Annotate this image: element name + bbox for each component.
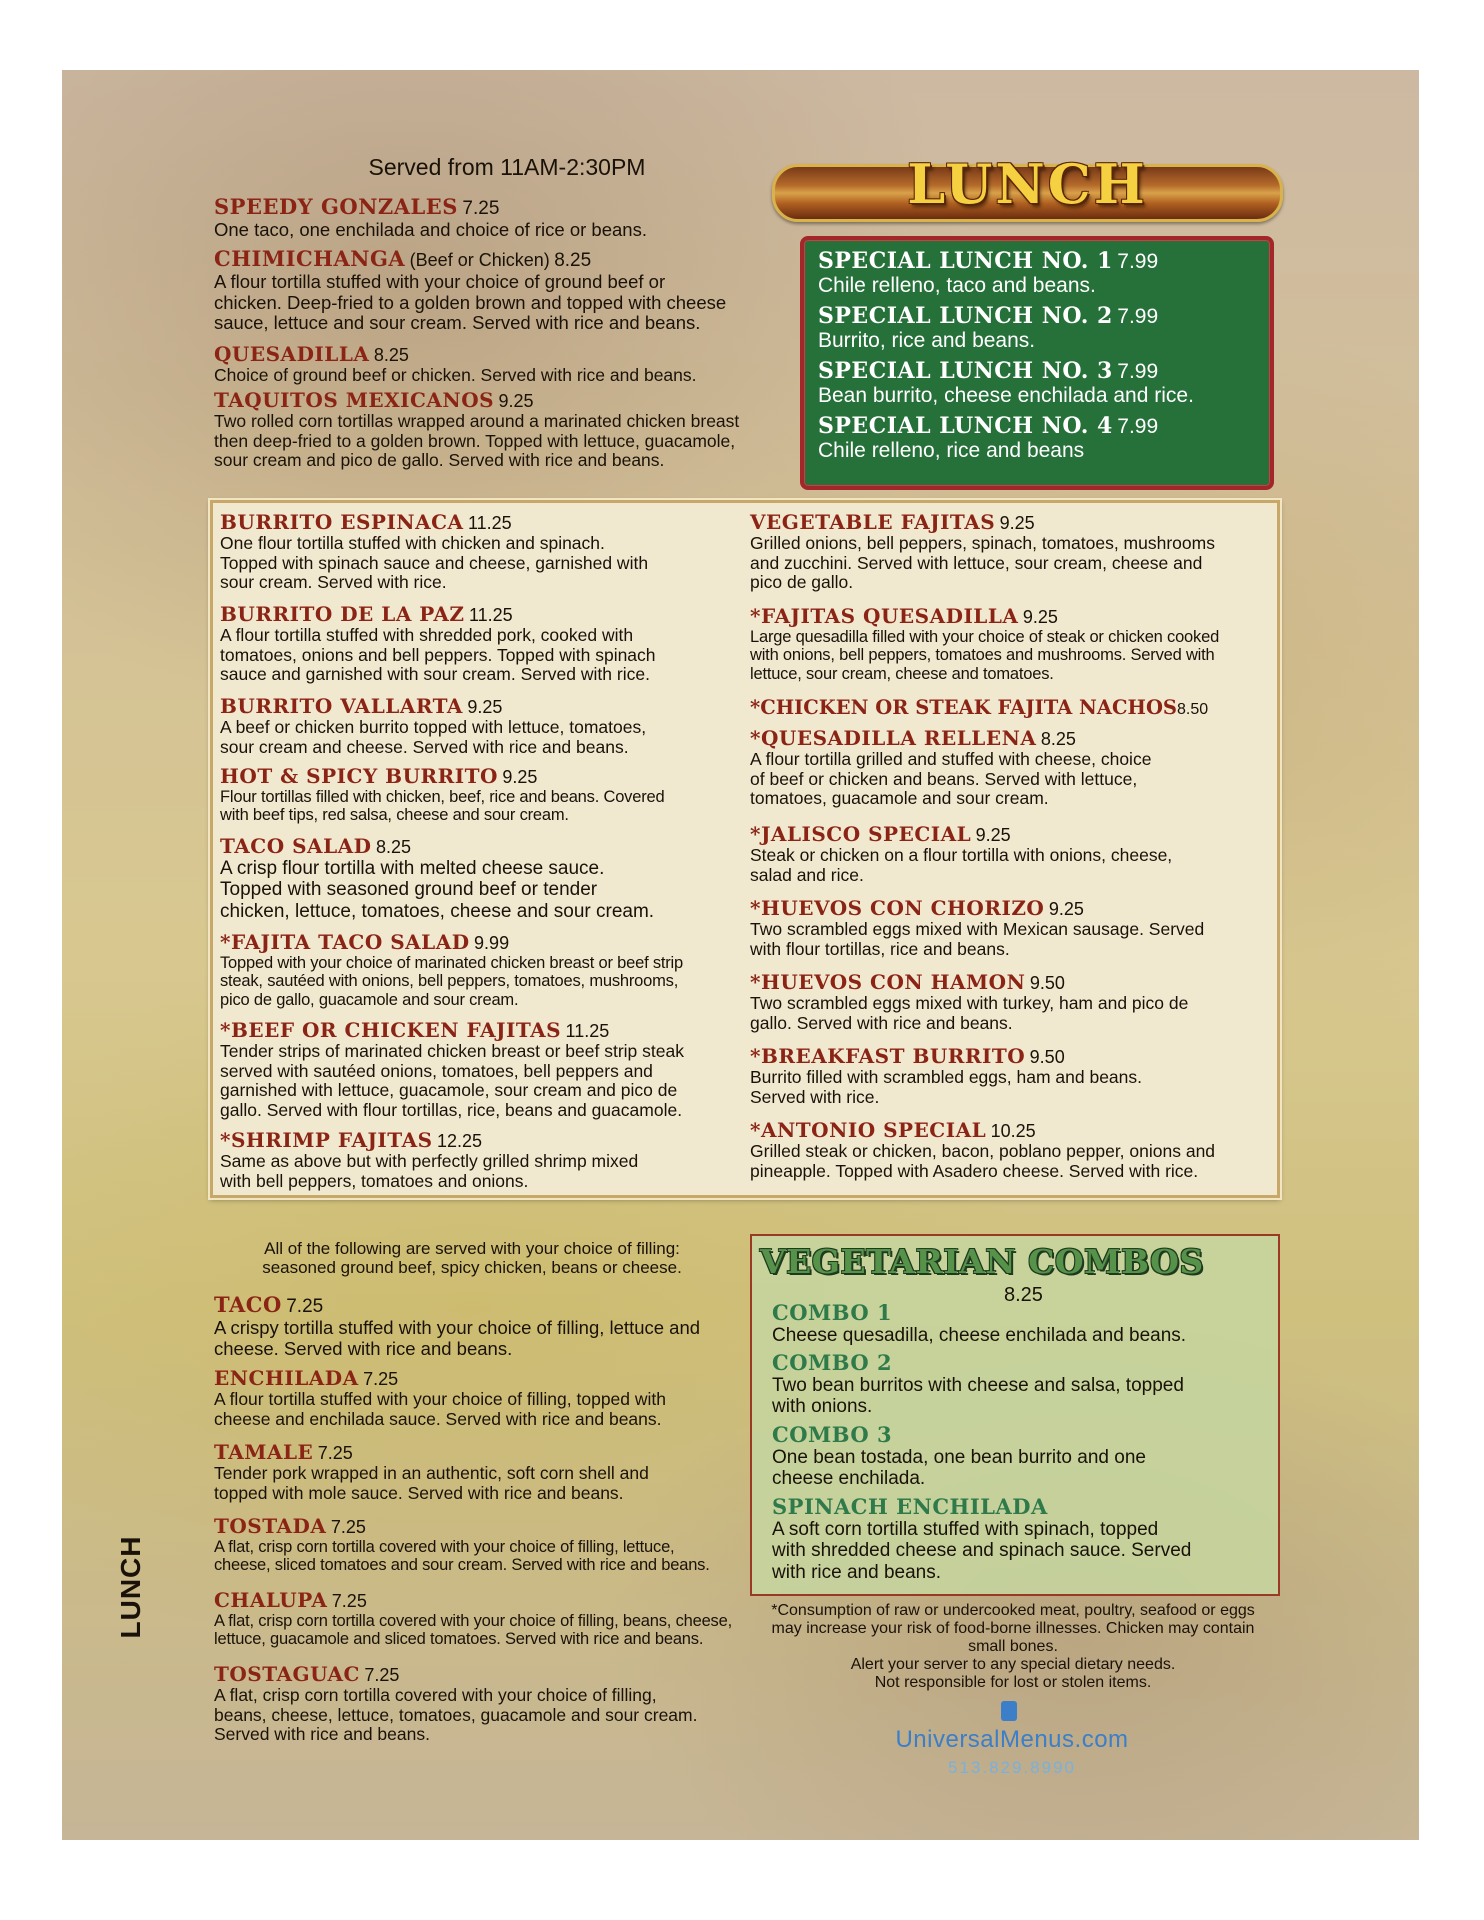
item-price: 8.25 — [373, 345, 409, 365]
item-desc-line: Flour tortillas filled with chicken, beef, rice and beans. Covered — [220, 788, 665, 806]
universal-menus-logo — [892, 1698, 1132, 1778]
menu-item-huevos-con-hamon — [750, 970, 1270, 1033]
lunch-banner-title: LUNCH — [907, 152, 1148, 216]
item-title: TAQUITOS MEXICANOS — [214, 388, 495, 412]
item-desc-line: Same as above but with perfectly grilled shrimp mixed — [220, 1151, 639, 1171]
item-title: TOSTAGUAC — [214, 1662, 360, 1686]
item-desc-line: One taco, one enchilada and choice of rice or beans. — [214, 219, 647, 240]
special-price: 7.99 — [1117, 250, 1159, 273]
item-title: HOT & SPICY BURRITO — [220, 764, 498, 788]
item-price: 8.50 — [1177, 701, 1209, 718]
item-desc-line: A flat, crisp corn tortilla covered with your choice of filling, — [214, 1685, 657, 1705]
filling-note — [237, 1240, 707, 1277]
item-price: 7.25 — [364, 1665, 400, 1685]
disclaimer-line: may increase your risk of food-borne illnesses. Chicken may contain — [771, 1619, 1255, 1637]
item-desc-line: pico de gallo. — [750, 572, 854, 593]
item-desc-line: A flour tortilla grilled and stuffed with cheese, choice — [750, 749, 1152, 769]
vegetarian-combo-3 — [772, 1422, 1272, 1490]
item-title: *BREAKFAST BURRITO — [750, 1044, 1026, 1068]
item-desc-line: Tender strips of marinated chicken breast or beef strip steak — [220, 1041, 684, 1061]
menu-item-huevos-con-chorizo — [750, 896, 1275, 959]
item-desc-line: gallo. Served with rice and beans. — [750, 1012, 1013, 1033]
item-desc-line: garnished with lettuce, guacamole, sour cream and pico de — [220, 1080, 678, 1101]
item-desc-line: A crispy tortilla stuffed with your choice of filling, lettuce and — [214, 1317, 701, 1338]
item-price: 9.99 — [474, 933, 510, 953]
item-note: (Beef or Chicken) — [409, 250, 550, 270]
item-desc-line: tomatoes, onions and bell peppers. Topped with spinach — [220, 644, 656, 665]
item-desc-line: Topped with seasoned ground beef or tender — [220, 879, 598, 901]
special-desc: Bean burrito, cheese enchilada and rice. — [818, 384, 1194, 407]
item-desc-line: with shredded cheese and spinach sauce. Served — [772, 1540, 1192, 1562]
menu-item-speedy-gonzales — [214, 194, 774, 241]
menu-item-burrito-vallarta — [220, 694, 740, 757]
item-desc-line: A beef or chicken burrito topped with lettuce, tomatoes, — [220, 717, 647, 737]
vegetarian-price: 8.25 — [1004, 1284, 1043, 1306]
item-title: VEGETABLE FAJITAS — [750, 510, 996, 534]
filling-note-line: All of the following are served with your choice of filling: — [264, 1239, 680, 1258]
menu-item-breakfast-burrito — [750, 1044, 1270, 1107]
item-title: TACO — [214, 1292, 282, 1317]
menu-item-quesadilla-rellena — [750, 726, 1270, 809]
special-lunch-1 — [818, 248, 1158, 298]
item-desc-line: Two bean burritos with cheese and salsa, topped — [772, 1375, 1184, 1396]
vegetarian-combo-2 — [772, 1350, 1272, 1418]
special-title: SPECIAL LUNCH NO. 2 — [818, 303, 1113, 329]
item-title: BURRITO DE LA PAZ — [220, 602, 465, 626]
item-desc-line: Choice of ground beef or chicken. Served with rice and beans. — [214, 365, 697, 385]
item-title: *HUEVOS CON HAMON — [750, 970, 1026, 994]
item-desc-line: Served with rice and beans. — [214, 1724, 430, 1745]
item-desc-line: gallo. Served with flour tortillas, rice, beans and guacamole. — [220, 1099, 683, 1120]
disclaimer-line: *Consumption of raw or undercooked meat, poultry, seafood or eggs — [771, 1602, 1255, 1619]
vegetarian-combo-1 — [772, 1300, 1272, 1346]
item-title: *ANTONIO SPECIAL — [750, 1118, 987, 1142]
logo-name: UniversalMenus.com — [895, 1726, 1129, 1753]
menu-item-hot-spicy-burrito — [220, 764, 740, 825]
special-price: 7.99 — [1117, 305, 1159, 328]
item-price: 9.25 — [502, 767, 538, 787]
vegetarian-title: VEGETARIAN COMBOS — [760, 1242, 1204, 1281]
item-desc-line: chicken, lettuce, tomatoes, cheese and sour cream. — [220, 900, 655, 922]
item-desc-line: with beef tips, red salsa, cheese and sour cream. — [220, 806, 569, 825]
item-price: 9.25 — [1048, 899, 1084, 919]
item-price: 7.25 — [331, 1591, 367, 1611]
disclaimer-line: Alert your server to any special dietary needs. — [850, 1655, 1176, 1673]
item-desc-line: Steak or chicken on a flour tortilla with onions, cheese, — [750, 845, 1173, 865]
item-desc-line: lettuce, guacamole and sliced tomatoes. Served with rice and beans. — [214, 1630, 704, 1649]
item-title: BURRITO VALLARTA — [220, 694, 463, 718]
menu-page — [62, 70, 1419, 1840]
menu-item-fajita-nachos — [750, 696, 1275, 719]
menu-item-taco-salad — [220, 834, 740, 922]
item-price: 11.25 — [468, 605, 513, 625]
item-title: COMBO 1 — [772, 1300, 893, 1325]
item-price: 12.25 — [436, 1131, 483, 1151]
item-desc-line: A crisp flour tortilla with melted cheese sauce. — [220, 858, 605, 879]
item-desc-line: A flour tortilla stuffed with your choice of filling, topped with — [214, 1389, 667, 1409]
menu-item-vegetable-fajitas — [750, 510, 1270, 593]
item-title: TAMALE — [214, 1440, 314, 1464]
item-desc-line: with flour tortillas, rice and beans. — [750, 938, 1010, 959]
item-desc-line: chicken. Deep-fried to a golden brown and topped with cheese — [214, 291, 727, 313]
item-desc-line: with onions. — [772, 1396, 873, 1418]
item-price: 7.25 — [317, 1443, 353, 1463]
special-title: SPECIAL LUNCH NO. 4 — [818, 413, 1113, 439]
special-title: SPECIAL LUNCH NO. 3 — [818, 358, 1113, 384]
item-desc-line: with onions, bell peppers, tomatoes and mushrooms. Served with — [750, 646, 1215, 665]
item-desc-line: sauce, lettuce and sour cream. Served with rice and beans. — [214, 312, 701, 334]
item-desc-line: Two scrambled eggs mixed with Mexican sausage. Served — [750, 919, 1205, 939]
item-desc-line: One bean tostada, one bean burrito and one — [772, 1447, 1146, 1468]
item-desc-line: sauce and garnished with sour cream. Served with rice. — [220, 664, 650, 685]
item-desc-line: salad and rice. — [750, 864, 864, 885]
item-price: 9.25 — [467, 697, 503, 717]
item-title: *HUEVOS CON CHORIZO — [750, 896, 1045, 920]
item-title: TACO SALAD — [220, 834, 372, 858]
item-price: 8.25 — [375, 837, 411, 857]
special-price: 7.99 — [1117, 415, 1159, 438]
item-desc-line: steak, sautéed with onions, bell peppers, tomatoes, mushrooms, — [220, 972, 679, 991]
item-desc-line: lettuce, sour cream, cheese and tomatoes. — [750, 664, 1054, 683]
special-lunch-4 — [818, 413, 1158, 463]
item-desc-line: cheese and enchilada sauce. Served with rice and beans. — [214, 1408, 662, 1429]
item-price: 11.25 — [565, 1021, 610, 1041]
item-desc-line: Two rolled corn tortillas wrapped around a marinated chicken breast — [214, 411, 740, 431]
item-desc-line: with rice and beans. — [772, 1561, 941, 1583]
item-price: 7.25 — [286, 1296, 324, 1317]
item-desc-line: cheese enchilada. — [772, 1468, 926, 1490]
item-desc-line: Grilled onions, bell peppers, spinach, tomatoes, mushrooms — [750, 533, 1215, 553]
menu-item-quesadilla — [214, 342, 794, 386]
item-price: 10.25 — [990, 1121, 1036, 1141]
item-desc-line: of beef or chicken and beans. Served with lettuce, — [750, 768, 1138, 789]
special-lunch-3 — [818, 358, 1194, 408]
special-lunch-box — [800, 236, 1274, 490]
item-price: 9.25 — [975, 825, 1011, 845]
item-price: 7.25 — [363, 1369, 399, 1389]
item-desc-line: Topped with spinach sauce and cheese, garnished with — [220, 552, 649, 573]
item-desc-line: Grilled steak or chicken, bacon, poblano pepper, onions and — [750, 1141, 1216, 1161]
item-desc-line: A flour tortilla stuffed with shredded pork, cooked with — [220, 625, 634, 645]
menu-item-fajitas-quesadilla — [750, 604, 1270, 683]
item-desc-line: A soft corn tortilla stuffed with spinach, topped — [772, 1519, 1159, 1540]
menu-item-shrimp-fajitas — [220, 1128, 740, 1191]
menu-item-tostaguac — [214, 1662, 744, 1745]
item-price: 9.25 — [498, 391, 534, 411]
item-desc-line: Cheese quesadilla, cheese enchilada and beans. — [772, 1325, 1187, 1346]
menu-item-fajita-taco-salad — [220, 930, 740, 1009]
item-desc-line: then deep-fried to a golden brown. Topped with lettuce, guacamole, — [214, 430, 736, 451]
item-title: QUESADILLA — [214, 342, 370, 366]
vegetarian-combos-box — [750, 1234, 1280, 1596]
item-price: 9.50 — [1029, 973, 1065, 993]
menu-item-chimichanga — [214, 246, 794, 334]
item-title: *QUESADILLA RELLENA — [750, 726, 1037, 750]
item-title: COMBO 3 — [772, 1422, 893, 1447]
menu-item-tostada — [214, 1514, 744, 1575]
item-price: 7.25 — [462, 198, 500, 219]
disclaimer-line: small bones. — [968, 1637, 1058, 1655]
item-desc-line: sour cream and cheese. Served with rice and beans. — [220, 736, 629, 757]
item-title: CHIMICHANGA — [214, 246, 406, 271]
served-hours: Served from 11AM-2:30PM — [368, 154, 646, 180]
menu-item-jalisco-special — [750, 822, 1270, 885]
menu-item-burrito-de-la-paz — [220, 602, 740, 685]
menu-item-enchilada — [214, 1366, 734, 1429]
logo-phone: 513.829.8990 — [948, 1758, 1076, 1777]
special-price: 7.99 — [1117, 360, 1159, 383]
item-desc-line: sour cream. Served with rice. — [220, 572, 447, 593]
item-desc-line: One flour tortilla stuffed with chicken and spinach. — [220, 533, 605, 553]
item-desc-line: and zucchini. Served with lettuce, sour cream, cheese and — [750, 552, 1203, 573]
menu-item-taco — [214, 1292, 734, 1359]
item-desc-line: beans, cheese, lettuce, tomatoes, guacamole and sour cream. — [214, 1704, 698, 1725]
item-title: SPEEDY GONZALES — [214, 194, 458, 219]
special-desc: Chile relleno, taco and beans. — [818, 274, 1096, 297]
vegetarian-spinach-enchilada — [772, 1494, 1272, 1583]
item-title: *BEEF OR CHICKEN FAJITAS — [220, 1018, 562, 1042]
item-desc-line: Burrito filled with scrambled eggs, ham and beans. — [750, 1067, 1143, 1087]
menu-item-burrito-espinaca — [220, 510, 740, 593]
item-title: TOSTADA — [214, 1514, 327, 1538]
item-desc-line: Tender pork wrapped in an authentic, soft corn shell and — [214, 1463, 649, 1483]
item-title: *CHICKEN OR STEAK FAJITA NACHOS — [750, 696, 1178, 719]
item-title: *SHRIMP FAJITAS — [220, 1128, 433, 1152]
item-desc-line: Two scrambled eggs mixed with turkey, ham and pico de — [750, 993, 1189, 1013]
item-price: 8.25 — [554, 250, 592, 271]
item-desc-line: pico de gallo, guacamole and sour cream. — [220, 990, 519, 1009]
item-title: COMBO 2 — [772, 1350, 893, 1375]
special-desc: Burrito, rice and beans. — [818, 329, 1036, 352]
item-price: 11.25 — [467, 513, 512, 533]
item-title: SPINACH ENCHILADA — [772, 1494, 1048, 1519]
special-desc: Chile relleno, rice and beans — [818, 439, 1085, 462]
menu-item-antonio-special — [750, 1118, 1270, 1181]
menu-item-beef-chicken-fajitas — [220, 1018, 740, 1120]
item-desc-line: sour cream and pico de gallo. Served with rice and beans. — [214, 450, 665, 471]
item-price: 9.25 — [999, 513, 1035, 533]
item-title: *FAJITA TACO SALAD — [220, 930, 470, 954]
special-title: SPECIAL LUNCH NO. 1 — [818, 248, 1113, 274]
disclaimer — [750, 1602, 1276, 1692]
item-desc-line: A flour tortilla stuffed with your choice of ground beef or — [214, 271, 666, 292]
filling-note-line: seasoned ground beef, spicy chicken, beans or cheese. — [262, 1257, 682, 1277]
special-lunch-2 — [818, 303, 1158, 353]
item-desc-line: Topped with your choice of marinated chicken breast or beef strip — [220, 954, 684, 972]
item-desc-line: Large quesadilla filled with your choice of steak or chicken cooked — [750, 628, 1220, 646]
menu-item-taquitos-mexicanos — [214, 388, 794, 471]
item-title: *JALISCO SPECIAL — [750, 822, 972, 846]
item-desc-line: cheese. Served with rice and beans. — [214, 1337, 513, 1359]
disclaimer-line: Not responsible for lost or stolen items. — [874, 1673, 1152, 1691]
item-title: BURRITO ESPINACA — [220, 510, 464, 534]
item-desc-line: tomatoes, guacamole and sour cream. — [750, 788, 1049, 809]
item-desc-line: cheese, sliced tomatoes and sour cream. Served with rice and beans. — [214, 1556, 710, 1575]
item-title: *FAJITAS QUESADILLA — [750, 604, 1019, 628]
item-price: 9.50 — [1029, 1047, 1065, 1067]
item-price: 8.25 — [1040, 729, 1076, 749]
item-desc-line: A flat, crisp corn tortilla covered with your choice of filling, beans, cheese, — [214, 1612, 732, 1630]
menu-item-chalupa — [214, 1588, 744, 1649]
item-price: 9.25 — [1022, 607, 1058, 627]
side-label: LUNCH — [115, 1535, 146, 1639]
item-price: 7.25 — [330, 1517, 366, 1537]
item-desc-line: pineapple. Topped with Asadero cheese. Served with rice. — [750, 1160, 1199, 1181]
menu-item-tamale — [214, 1440, 734, 1503]
item-desc-line: A flat, crisp corn tortilla covered with your choice of filling, lettuce, — [214, 1538, 675, 1556]
item-desc-line: served with sautéed onions, tomatoes, bell peppers and — [220, 1060, 653, 1081]
item-title: CHALUPA — [214, 1588, 328, 1612]
item-desc-line: topped with mole sauce. Served with rice and beans. — [214, 1482, 624, 1503]
item-title: ENCHILADA — [214, 1366, 359, 1390]
item-desc-line: Served with rice. — [750, 1086, 880, 1107]
item-desc-line: with bell peppers, tomatoes and onions. — [220, 1170, 529, 1191]
logo-icon — [1001, 1701, 1017, 1721]
